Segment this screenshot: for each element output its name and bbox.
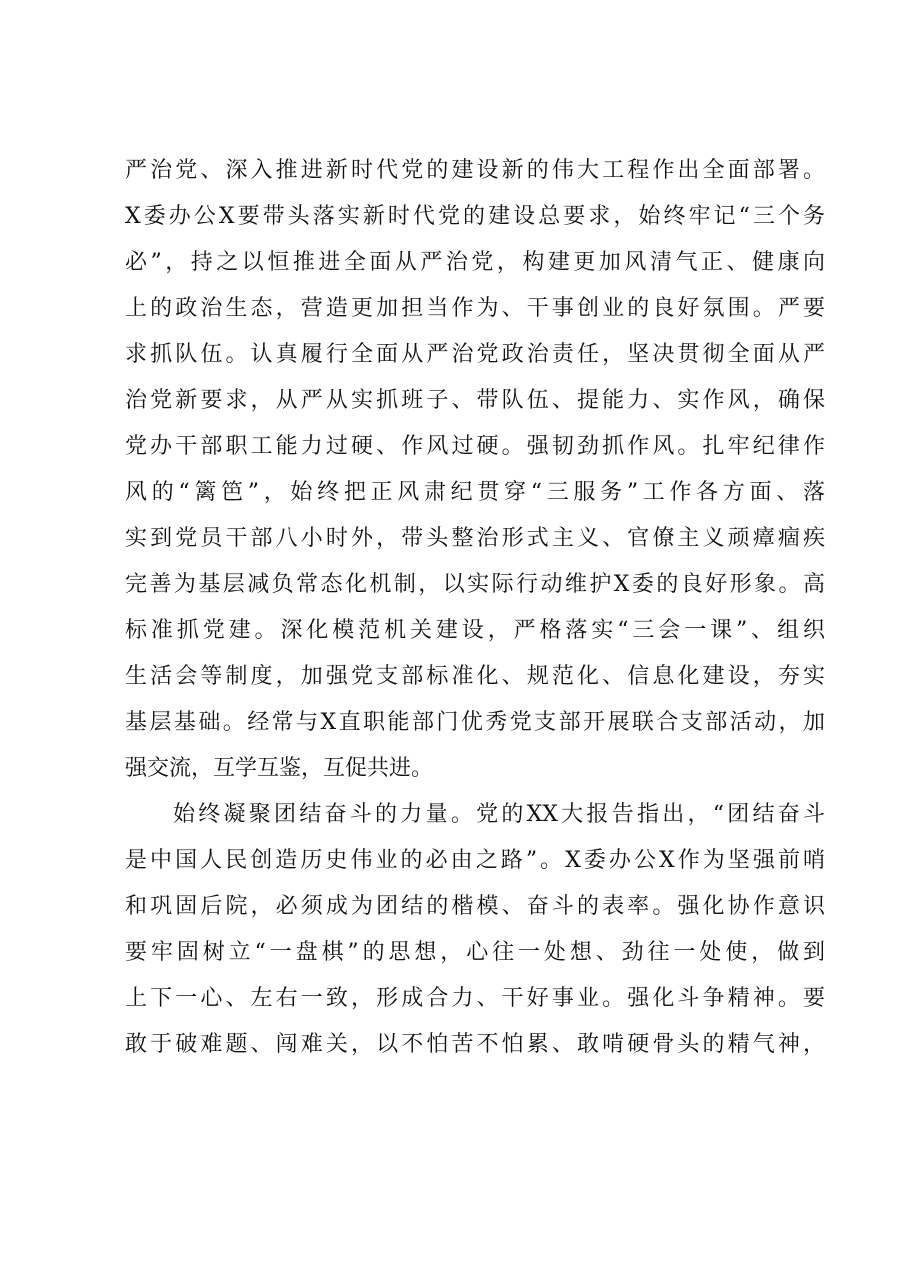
text-line: 生活会等制度，加强党支部标准化、规范化、信息化建设，夯实 [125,664,825,689]
document-body [125,148,825,1068]
text-line: 敢于破难题、闯难关，以不怕苦不怕累、敢啃硬骨头的精气神， [125,1032,825,1057]
text-line: 求抓队伍。认真履行全面从严治党政治责任，坚决贯彻全面从严 [125,342,825,367]
text-line: 实到党员干部八小时外，带头整治形式主义、官僚主义顽瘴痼疾 [125,526,825,551]
text-line: 是中国人民创造历史伟业的必由之路”。X委办公X作为坚强前哨 [125,848,825,873]
text-line: 风的“篱笆”，始终把正风肃纪贯穿“三服务”工作各方面、落 [125,480,825,505]
paragraph-2 [125,792,825,1068]
text-line: 完善为基层减负常态化机制，以实际行动维护X委的良好形象。高 [125,572,825,597]
text-line: X委办公X要带头落实新时代党的建设总要求，始终牢记“三个务 [125,204,825,229]
text-line: 始终凝聚团结奋斗的力量。党的XX大报告指出，“团结奋斗 [173,802,825,827]
text-line: 党办干部职工能力过硬、作风过硬。强韧劲抓作风。扎牢纪律作 [125,434,825,459]
text-line: 基层基础。经常与X直职能部门优秀党支部开展联合支部活动，加 [125,710,825,735]
text-line: 上下一心、左右一致，形成合力、干好事业。强化斗争精神。要 [125,986,825,1011]
text-line: 治党新要求，从严从实抓班子、带队伍、提能力、实作风，确保 [125,388,825,413]
text-line: 必”，持之以恒推进全面从严治党，构建更加风清气正、健康向 [125,250,825,275]
text-line: 严治党、深入推进新时代党的建设新的伟大工程作出全面部署。 [125,158,825,183]
text-line: 标准抓党建。深化模范机关建设，严格落实“三会一课”、组织 [125,618,825,643]
paragraph-1 [125,148,825,792]
text-line: 和巩固后院，必须成为团结的楷模、奋斗的表率。强化协作意识 [125,894,825,919]
text-line: 强交流，互学互鉴，互促共进。 [125,756,434,781]
text-line: 上的政治生态，营造更加担当作为、干事创业的良好氛围。严要 [125,296,825,321]
text-line: 要牢固树立“一盘棋”的思想，心往一处想、劲往一处使，做到 [125,940,825,965]
